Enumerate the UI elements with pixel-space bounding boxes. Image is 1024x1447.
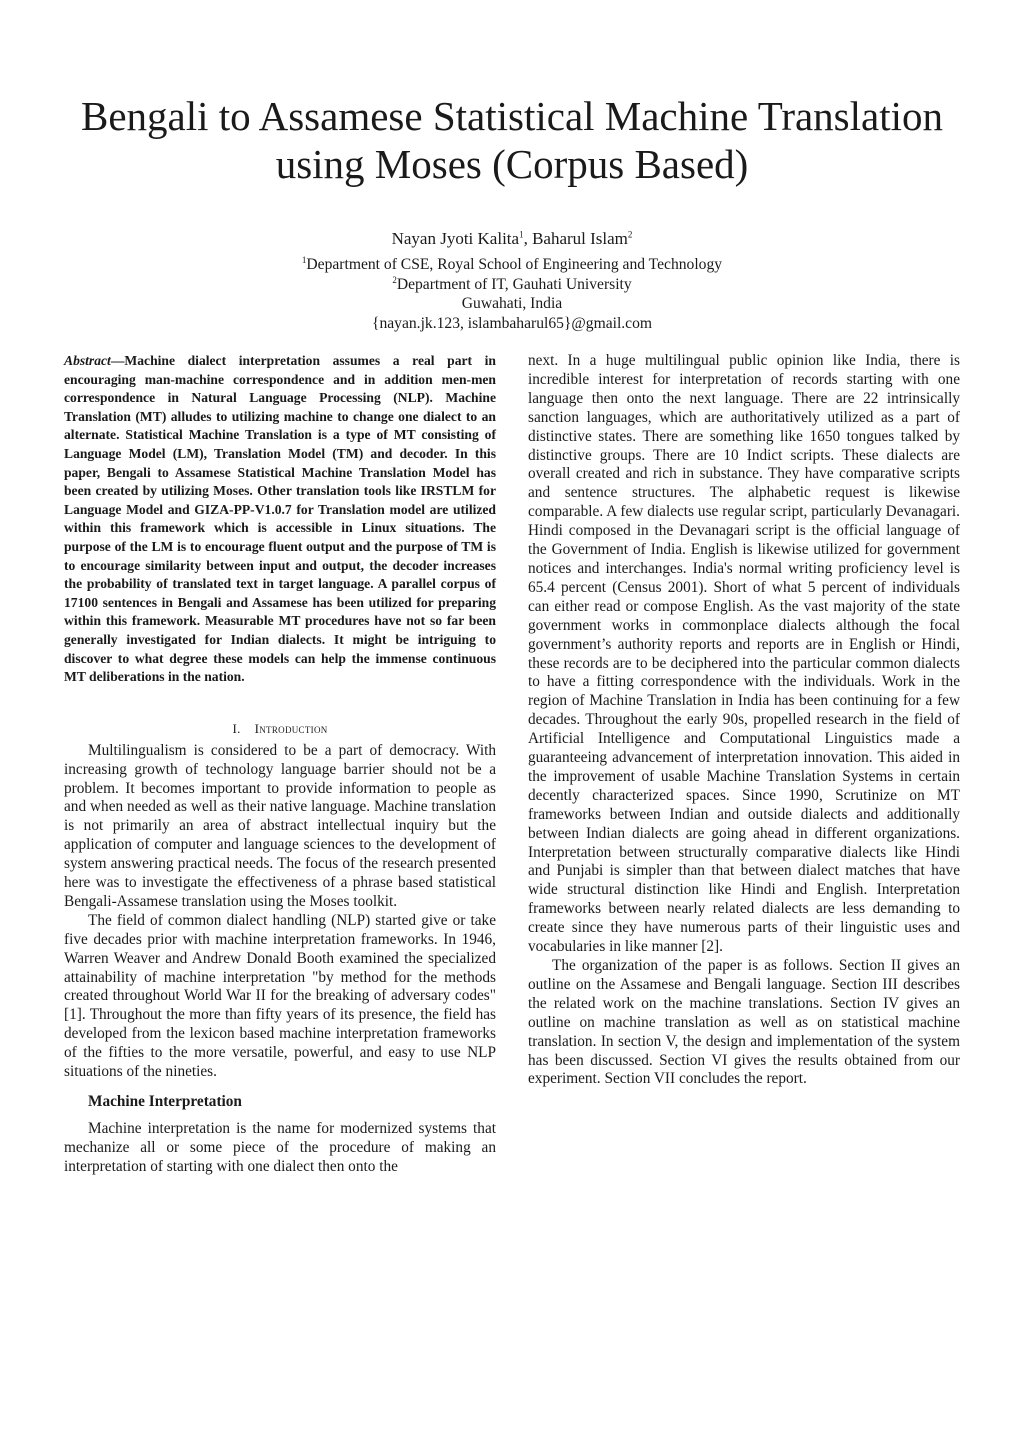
title-line-1: Bengali to Assamese Statistical Machine Translation [80,93,944,139]
abstract-label: Abstract [64,353,111,368]
author-location: Guwahati, India [461,295,563,312]
abstract-text: Machine dialect interpretation assumes a real part in encouraging man-machine correspondence and in addition men-men correspondence in Natural Language Processing (NLP). Machine Translation (MT) alludes to utilizing machine to change one dialect to an alternate. Statistical Machine Translation is a type of MT consisting of Language Model (LM), Translation Model (TM) and decoder. In this paper, Bengali to Assamese Statistical Machine Translation Model has been created by utilizing Moses. Other translation tools like IRSTLM for Language Model and GIZA-PP-V1.0.7 for Translation model are utilized within this framework which is accessible in Linux situations. The purpose of the LM is to encourage fluent output and the purpose of TM is to encourage similarity between input and output, the decoder increases the probability of translated text in target language. A parallel corpus of 17100 sentences in Bengali and Assamese has been utilized for preparing within this framework. Measurable MT procedures have not so far been generally investigated for Indian dialects. It might be intriguing to discover to what degree these models can help the immense continuous MT deliberations in the nation. [64,353,496,685]
author-1: Nayan Jyoti Kalita [391,229,520,248]
right-column [528,352,960,1089]
intro-paragraph-3: Machine interpretation is the name for modernized systems that mechanize all or some piece of the procedure of making an interpretation of starting with one dialect then onto the [64,1120,496,1175]
section-heading-introduction [64,718,496,740]
author-separator: , [523,229,533,248]
author-block [0,228,1024,333]
affiliation-2 [0,275,1024,295]
section-number: I. [232,720,241,736]
section-title: Introduction [254,720,328,736]
abstract-dash: — [110,353,125,368]
intro-paragraph-2: The field of common dialect handling (NLP) started give or take five decades prior with machine interpretation frameworks. In 1946, Warren Weaver and Andrew Donald Booth examined the specialized attainability of machine interpretation "by method for the methods created throughout World War II for the breaking of adversary codes" [1]. Throughout the more than fifty years of its presence, the field has developed from the lexicon based machine interpretation frameworks of the fifties to the more versatile, powerful, and easy to use NLP situations of the nineties. [64,911,496,1081]
intro-paragraph-1: Multilingualism is considered to be a part of democracy. With increasing growth of technology language barrier should not be a problem. It becomes important to provide information to people as and when needed as well as their native language. Machine translation is not primarily an area of abstract intellectual inquiry but the application of computer and language sciences to the development of system answering practical needs. The focus of the research presented here was to investigate the effectiveness of a phrase based statistical Bengali-Assamese translation using the Moses toolkit. [64,741,496,910]
affiliation-1 [0,255,1024,275]
affiliation-1-text: Department of CSE, Royal School of Engineering and Technology [306,256,723,273]
author-names [0,228,1024,250]
abstract [64,352,496,687]
left-column [64,352,496,1177]
author-2-sup: 2 [627,229,633,240]
affiliation-1-sup: 1 [301,254,307,265]
right-paragraph-2: The organization of the paper is as follows. Section II gives an outline on the Assamese and Bengali language. Section III describes the related work on the machine translations. Section IV gives an outline on machine translation as well as on statistical machine translation. In section V, the design and implementation of the system has been discussed. Section VI gives the results obtained from our experiment. Section VII concludes the report. [528,957,960,1088]
subsection-heading: Machine Interpretation [88,1093,242,1110]
author-1-sup: 1 [519,229,524,240]
title-line-2: using Moses (Corpus Based) [275,141,749,187]
paper-title [40,92,984,188]
author-email: {nayan.jk.123, islambaharul65}@gmail.com [371,314,653,332]
affiliation-2-text: Department of IT, Gauhati University [396,275,632,293]
right-paragraph-1: next. In a huge multilingual public opinion like India, there is incredible interest for interpretation of records starting with one language then onto the next language. There are 22 intrinsically sanction languages, which are authoritatively utilized as a part of distinctive states. There are something like 1650 tongues talked by distinctive groups. There are 10 Indict scripts. These dialects are overall created and rich in substance. They have comparative scripts and sentence structures. The alphabetic request is likewise comparable. A few dialects use regular script, particularly Devanagari. Hindi composed in the Devanagari script is the official language of the Government of India. English is likewise utilized for government notices and interchanges. India's normal writing proficiency level is 65.4 percent (Census 2001). Short of what 5 percent of individuals can either read or compose English. As the vast majority of the state government works in commonplace dialects although the focal government’s authority reports and reports are in English or Hindi, these records are to be deciphered into the particular common dialects to have a fitting correspondence with the individuals. Work in the region of Machine Translation in India has been continuing for a few decades. Throughout the early 90s, propelled research in the field of Artificial Intelligence and Computational Linguistics made a guaranteeing advancement of interpretation innovation. This aided in the improvement of usable Machine Translation Systems in certain decently characterized spaces. Since 1990, Scrutinize on MT frameworks between Indian and outside dialects and additionally between Indian dialects are going ahead in different organizations. Interpretation between structurally comparative dialects like Hindi and Punjabi is simpler than that between dialect matches that have wide structural distinction like Hindi and English. Interpretation frameworks between nearly related dialects are less demanding to create since they have numerous parts of their linguistic uses and vocabularies in like manner [2]. [528,352,960,956]
affiliation-2-sup: 2 [392,274,397,285]
author-2: Baharul Islam [532,229,628,248]
